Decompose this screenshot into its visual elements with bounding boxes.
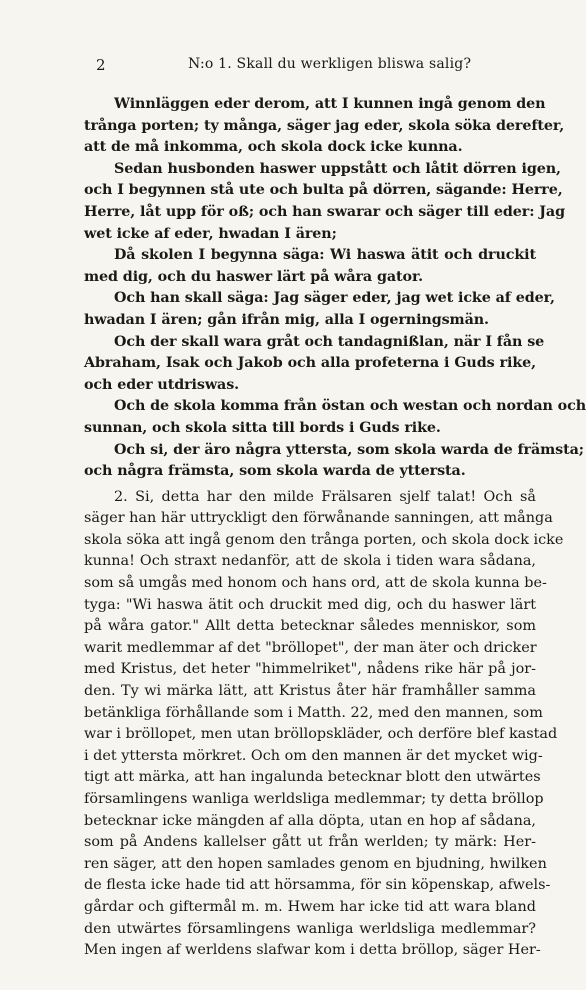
text-line: den. Ty wi märka lätt, att Kristus åter här framhåller samma xyxy=(84,683,536,700)
text-line: på wåra gator." Allt detta betecknar således menniskor, som xyxy=(84,618,536,635)
text-line: att de må inkomma, och skola dock icke kunna. xyxy=(84,139,463,156)
text-line: de flesta icke hade tid att hörsamma, för sin köpenskap, afwels- xyxy=(84,877,551,894)
page-header xyxy=(0,56,576,78)
text-line: Och de skola komma från östan och westan och nordan och xyxy=(114,398,586,415)
text-line: ren säger, att den hopen samlades genom en bjudning, hwilken xyxy=(84,855,547,872)
quote-paragraph xyxy=(84,94,565,159)
text-line: Sedan husbonden haswer uppstått och låtit dörren igen, xyxy=(114,160,561,177)
text-line: Och han skall säga: Jag säger eder, jag wet icke af eder, xyxy=(114,290,555,307)
text-line: församlingens wanliga werldsliga medlemmar; ty detta bröllop xyxy=(84,791,544,807)
quote-paragraph xyxy=(84,396,586,439)
text-line: Då skolen I begynna säga: Wi haswa ätit och druckit xyxy=(114,247,536,264)
text-line: och I begynnen stå ute och bulta på dörren, sägande: Herre, xyxy=(84,182,563,199)
page-number: 2 xyxy=(96,56,106,74)
text-line: hwadan I ären; gån ifrån mig, alla I ogerningsmän. xyxy=(84,311,489,328)
text-line: med dig, och du haswer lärt på wåra gator. xyxy=(84,268,423,285)
text-line: Abraham, Isak och Jakob och alla profeterna i Guds rike, xyxy=(84,355,536,372)
quote-paragraph xyxy=(84,159,565,245)
text-line: betänkliga förhållande som i Matth. 22, med den mannen, som xyxy=(84,704,543,721)
text-line: warit medlemmar af det "bröllopet", der man äter och dricker xyxy=(84,639,537,656)
text-line: wet icke af eder, hwadan I ären; xyxy=(84,225,337,242)
text-line: skola söka att ingå genom den trånga porten, och skola dock icke xyxy=(84,531,564,548)
scripture-quote xyxy=(84,94,586,483)
text-line: war i bröllopet, men utan bröllopskläder, och derföre blef kastad xyxy=(84,726,558,743)
running-head: N:o 1. Skall du werkligen bliswa salig? xyxy=(188,56,472,72)
text-line: tyga: "Wi haswa ätit och druckit med dig, och du haswer lärt xyxy=(84,596,536,613)
text-line: sunnan, och skola sitta till bords i Guds rike. xyxy=(84,419,441,436)
text-line: i det yttersta mörkret. Och om den mannen är det mycket wig- xyxy=(84,747,543,764)
quote-paragraph xyxy=(84,288,555,331)
text-line: och några främsta, som skola warda de yttersta. xyxy=(84,463,466,480)
text-line: gårdar och giftermål m. m. Hwem har icke tid att wara bland xyxy=(84,898,536,915)
text-line: som på Andens kallelser gått ut från werlden; ty märk: Her- xyxy=(84,834,536,851)
quote-paragraph xyxy=(84,332,545,397)
text-line: Men ingen af werldens slafwar kom i detta bröllop, säger Her- xyxy=(84,942,541,959)
text-line: säger han här uttryckligt den förwånande sanningen, att många xyxy=(84,510,553,527)
text-line: Och der skall wara gråt och tandagnißlan, när I fån se xyxy=(114,333,545,350)
text-line: trånga porten; ty många, säger jag eder, skola söka derefter, xyxy=(84,117,565,134)
text-line: och eder utdriswas. xyxy=(84,376,240,393)
quote-paragraph xyxy=(84,440,584,483)
text-line: den utwärtes församlingens wanliga werldsliga medlemmar? xyxy=(84,920,536,937)
quote-paragraph xyxy=(84,245,536,288)
text-line: Och si, der äro några yttersta, som skola warda de främsta; xyxy=(114,441,584,458)
body-paragraph xyxy=(84,487,564,962)
text-line: som så umgås med honom och hans ord, att de skola kunna be- xyxy=(84,575,547,592)
text-line: 2. Si, detta har den milde Frälsaren sjelf talat! Och så xyxy=(114,488,536,505)
text-line: Herre, låt upp för oß; och han swarar och säger till eder: Jag xyxy=(84,203,565,220)
page-text xyxy=(84,94,586,962)
text-line: betecknar icke mängden af alla döpta, utan en hop af sådana, xyxy=(84,812,536,829)
text-line: kunna! Och straxt nedanför, att de skola i tiden wara sådana, xyxy=(84,553,536,570)
text-line: med Kristus, det heter "himmelriket", nådens rike här på jor- xyxy=(84,661,536,678)
text-line: Winnläggen eder derom, att I kunnen ingå genom den xyxy=(114,96,546,112)
text-line: tigt att märka, att han ingalunda betecknar blott den utwärtes xyxy=(84,769,541,786)
